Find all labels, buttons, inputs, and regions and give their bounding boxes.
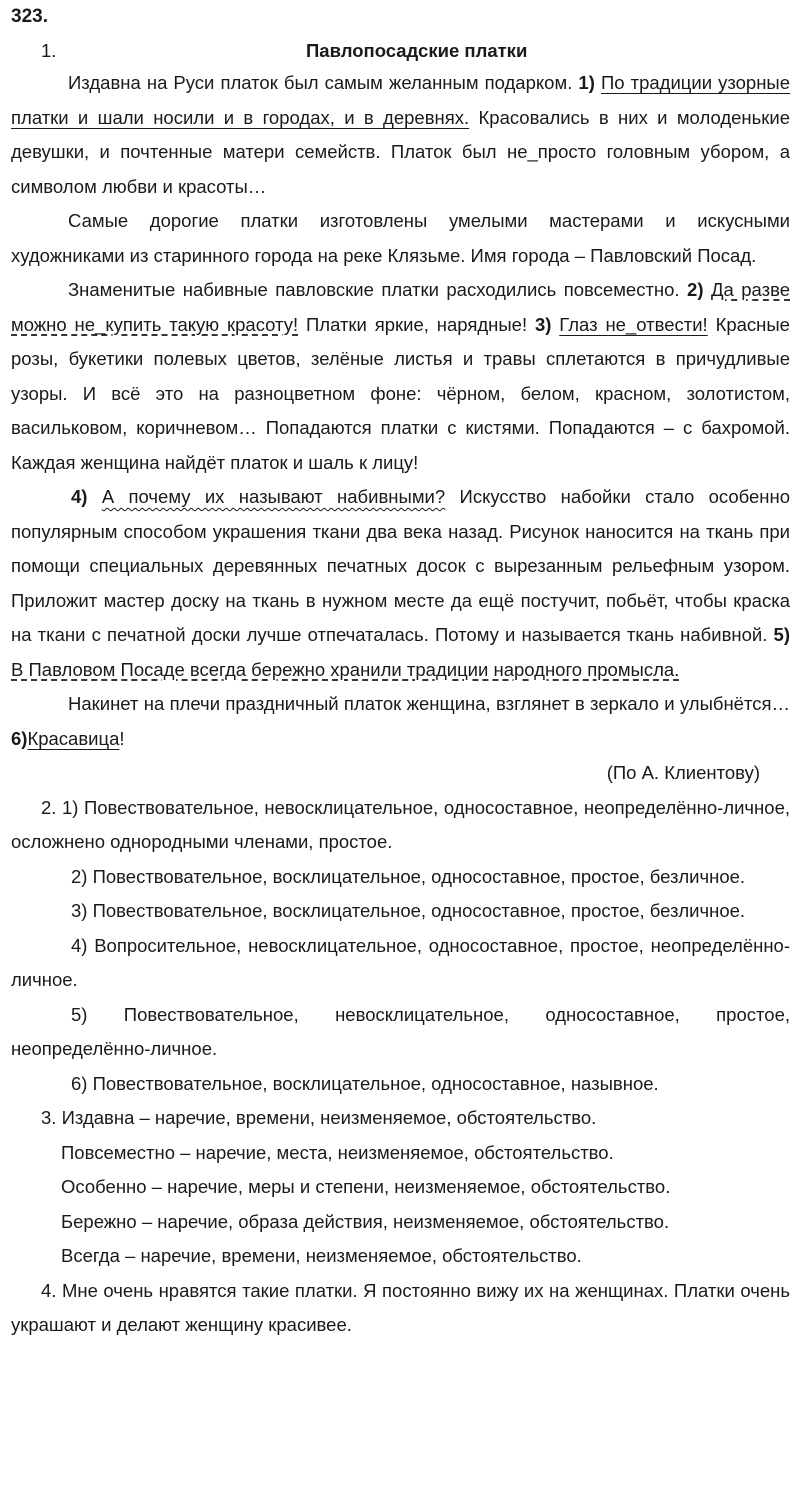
author-credit: (По А. Клиентову) (606, 762, 760, 783)
paragraph-5: Накинет на плечи праздничный платок женщина, взглянет в зеркало и улыбнётся… 6)Красавица! (11, 693, 790, 749)
paragraph-4: 4) А почему их называют набивными? Искусство набойки стало особенно популярным способом украшения ткани два века назад. Рисунок наносится на ткань при помощи специальных деревянных печатных досок с вырезанным рельефным узором. Приложит мастер доску на ткань в нужном месте да ещё постучит, побьёт, чтобы краска на ткани с печатной доски лучше отпечаталась. Потому и называется ткань набивной. 5) В Павловом Посаде всегда бережно хранили традиции народного промысла. (11, 486, 791, 680)
task2-item-1: 2. 1) Повествовательное, невосклицательное, односоставное, неопределённо-личное, осложнено однородными членами, простое. (11, 796, 790, 852)
task3-item-5: Всегда – наречие, времени, неизменяемое, обстоятельство. (61, 1245, 582, 1266)
task2-item-5: 5) Повествовательное, невосклицательное, односоставное, простое, неопределённо-личное. (11, 1003, 790, 1059)
paragraph-2: Самые дорогие платки изготовлены умелыми мастерами и искусными художниками из старинного города на реке Клязьме. Имя города – Павловский Посад. (11, 210, 790, 266)
paragraph-1: Издавна на Руси платок был самым желанным подарком. 1) По традиции узорные платки и шали носили и в городах, и в деревнях. Красовались в них и молоденькие девушки, и почтенные матери семейств. Платок был не_просто головным убором, а символом любви и красоты… (11, 72, 791, 197)
title-line (11, 36, 790, 66)
task3-item-4: Бережно – наречие, образа действия, неизменяемое, обстоятельство. (61, 1210, 670, 1232)
marker-3: 3) (534, 313, 552, 335)
sentence-5: В Павловом Посаде всегда бережно хранили традиции народного промысла. (11, 658, 680, 680)
marker-1: 1) (578, 72, 595, 93)
sentence-1: По традиции узорные платки и шали носили и в городах, и в деревнях. (11, 72, 791, 128)
marker-5: 5) (773, 624, 790, 645)
sentence-3: Глаз не_отвести! (559, 313, 708, 335)
task2-item-2: 2) Повествовательное, восклицательное, односоставное, простое, безличное. (71, 865, 746, 887)
sentence-6: Красавица (27, 727, 120, 749)
task2-item-4: 4) Вопросительное, невосклицательное, односоставное, простое, неопределённо-личное. (11, 934, 790, 990)
sentence-4: А почему их называют набивными? (101, 486, 446, 507)
task3-item-3: Особенно – наречие, меры и степени, неизменяемое, обстоятельство. (61, 1176, 671, 1197)
paragraph-3: Знаменитые набивные павловские платки расходились повсеместно. 2) Да разве можно не_купить такую красоту! Платки яркие, нарядные! 3) Глаз не_отвести! Красные розы, букетики полевых цветов, зелёные листья и травы сплетаются в причудливые узоры. И всё это на разноцветном фоне: чёрном, белом, красном, золотистом, васильковом, коричневом… Попадаются платки с кистями. Попадаются – с бахромой. Каждая женщина найдёт платок и шаль к лицу! (11, 279, 791, 473)
task3-item-2: Повсеместно – наречие, места, неизменяемое, обстоятельство. (61, 1141, 614, 1163)
marker-2: 2) (687, 279, 704, 300)
text-title: Павлопосадские платки (306, 40, 528, 61)
task1-number: 1. (41, 40, 57, 61)
task3-item-1: 3. Издавна – наречие, времени, неизменяемое, обстоятельство. (41, 1107, 597, 1128)
task2-item-6: 6) Повествовательное, восклицательное, односоставное, назывное. (71, 1072, 659, 1094)
sentence-2: Да разве можно не_купить такую красоту! (11, 279, 791, 335)
task3-answers (11, 1101, 790, 1274)
task4-answer: 4. Мне очень нравятся такие платки. Я постоянно вижу их на женщинах. Платки очень украшают и делают женщину красивее. (11, 1279, 790, 1335)
task2-item-3: 3) Повествовательное, восклицательное, односоставное, простое, безличное. (71, 900, 746, 921)
marker-4: 4) (71, 486, 88, 507)
exercise-number: 323. (11, 6, 48, 27)
task2-answers (11, 791, 790, 1102)
marker-6: 6) (11, 727, 28, 749)
